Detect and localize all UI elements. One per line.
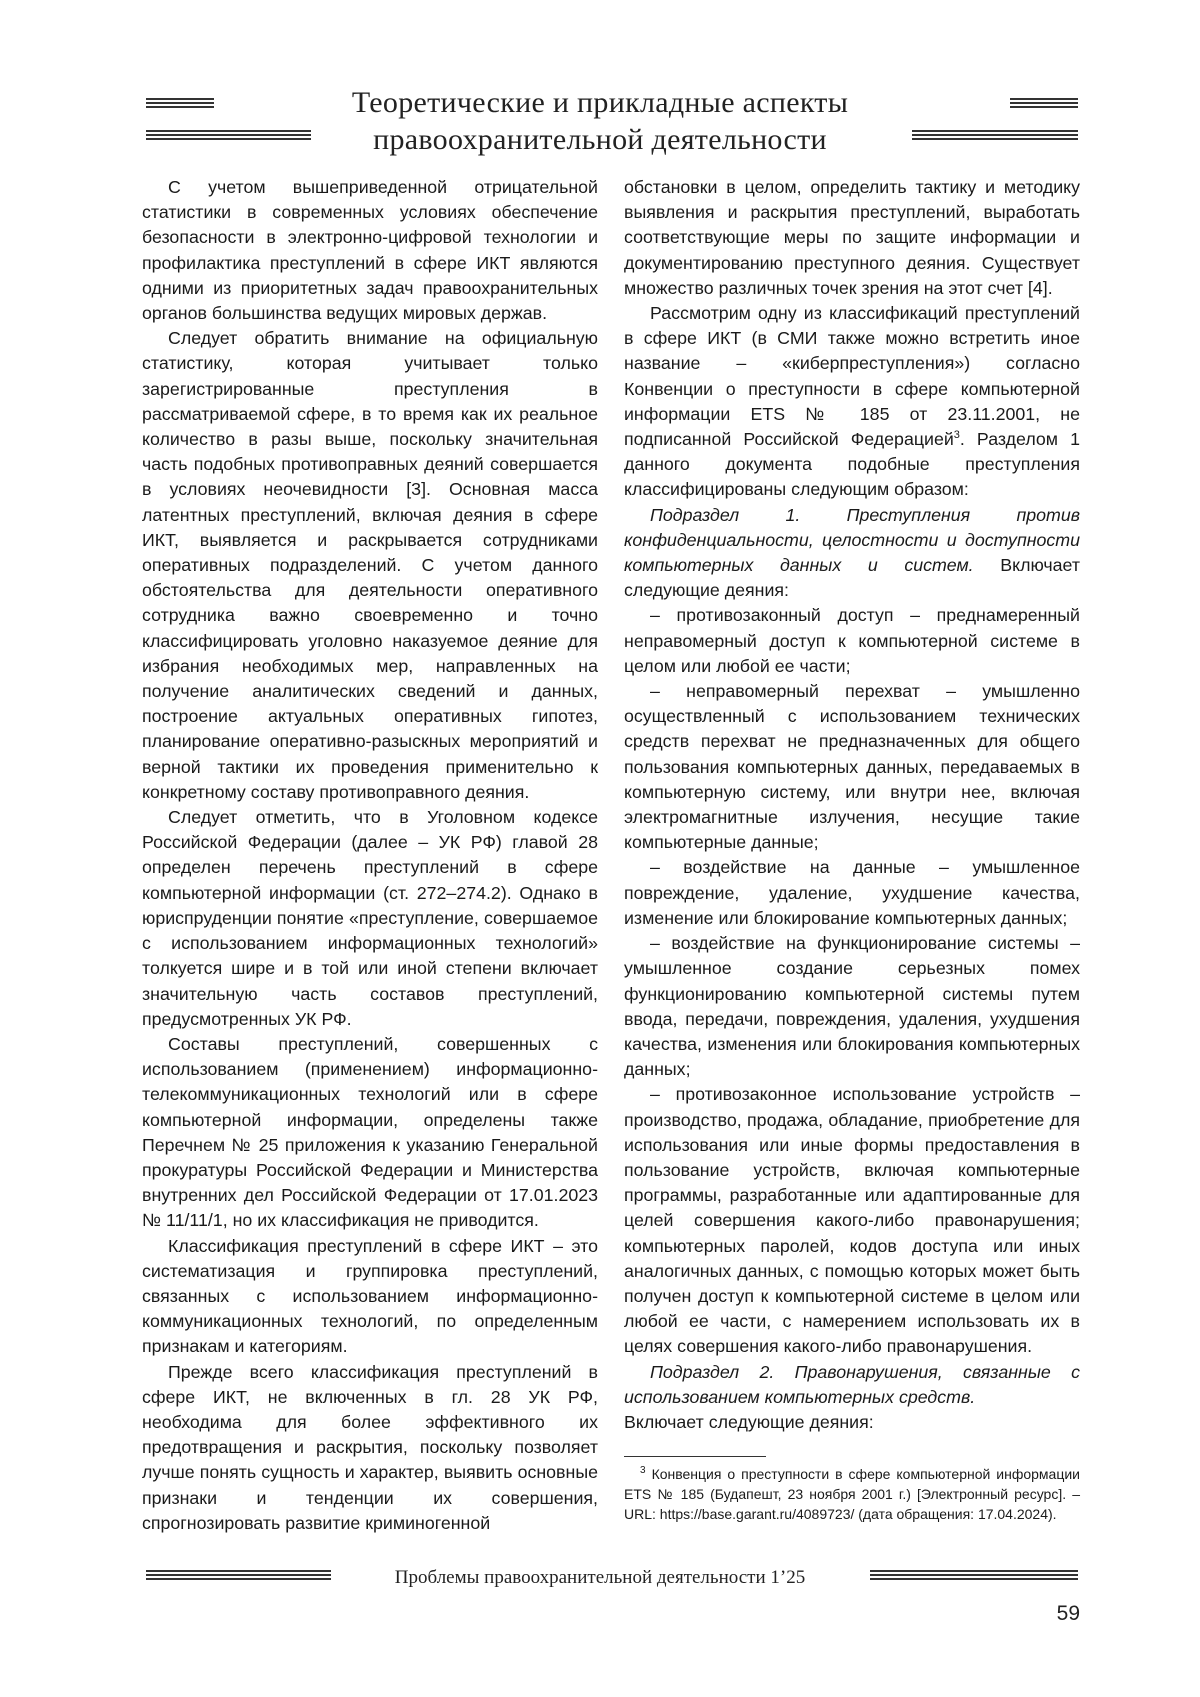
list-item: – воздействие на данные – умышленное повреждение, удаление, ухудшение качества, изменение или блокирование компьютерных данных; [624,857,1080,928]
list-item: – воздействие на функционирование системы – умышленное создание серьезных помех функционированию компьютерной системы путем ввода, передачи, повреждения, удаления, ухудшения качества, изменения или блокирования компьютерных данных; [624,933,1080,1080]
right-column [624,175,1080,1435]
section-header-line1: Теоретические и прикладные аспекты [351,86,849,119]
paragraph: Классификация преступлений в сфере ИКТ – это систематизация и группировка преступлений, связанных с использованием информационно-коммуникационных технологий, по определенным признакам и категориям. [142,1235,598,1357]
header-rule-right-lower [912,130,1078,141]
subsection-heading: Подраздел 2. Правонарушения, связанные с использованием компьютерных средств. [624,1361,1080,1407]
footnote [624,1464,1080,1524]
paragraph: Следует отметить, что в Уголовном кодексе Российской Федерации (далее – УК РФ) главой 28 определен перечень преступлений в сфере компьютерной информации (ст. 272–274.2). Однако в юриспруденции понятие «преступление, совершаемое с использованием информационных технологий» толкуется шире и в той или иной степени включает значительную часть составов преступлений, предусмотренных УК РФ. [142,807,598,1029]
footnote-ref: 3 [953,429,960,442]
footer-rule-left [146,1570,331,1581]
paragraph-text: Рассмотрим одну из классификаций преступлений в сфере ИКТ (в СМИ также можно встретить иное название – «киберпреступления») согласно Конвенции о преступности в сфере компьютерной информации ETS № 185 от 23.11.2001, не подписанной Российской Федерацией [624,303,1080,450]
paragraph: Составы преступлений, совершенных с использованием (применением) информационно-телекоммуникационных технологий или в сфере компьютерной информации, определены также Перечнем № 25 приложения к указанию Генеральной прокуратуры Российской Федерации и Министерства внутренних дел Российской Федерации от 17.01.2023 № 11/11/1, но их классификация не приводится. [142,1033,598,1231]
journal-title: Проблемы правоохранительной деятельности 1’25 [394,1567,806,1588]
footnote-text: Конвенция о преступности в сфере компьютерной информации ETS № 185 (Будапешт, 23 ноября 2001 г.) [Электронный ресурс]. – URL: https://base.garant.ru/4089723/ (дата обращения: 17.04.2024). [624,1466,1080,1522]
section-header [300,84,900,158]
page-number: 59 [1056,1602,1080,1625]
footnote-divider [624,1456,766,1457]
subsection-heading: Подраздел 1. Преступления против конфиденциальности, целостности и доступности компьютерных данных и систем. [624,504,1080,576]
footer-rule-right [870,1570,1078,1581]
paragraph: обстановки в целом, определить тактику и методику выявления и раскрытия преступлений, выработать соответствующие меры по защите информации и документированию преступного деяния. Существует множество различных точек зрения на этот счет [4]. [624,177,1080,298]
header-rule-left-upper [146,98,214,109]
footnote-number: 3 [640,1465,646,1477]
paragraph-text: . Разделом 1 данного документа подобные преступления классифицированы следующим образом: [624,429,1080,500]
header-rule-right-upper [1010,98,1078,109]
list-item: – неправомерный перехват – умышленно осуществленный с использованием технических средств перехват не предназначенных для общего пользования компьютерных данных, передаваемых в компьютерную систему, или внутри нее, включая электромагнитные излучения, несущие такие компьютерные данные; [624,681,1080,853]
section-header-line2: правоохранительной деятельности [373,123,827,156]
paragraph: Следует обратить внимание на официальную статистику, которая учитывает только зарегистрированные преступления в рассматриваемой сфере, в то время как их реальное количество в разы выше, поскольку значительная часть подобных противоправных деяний совершается в условиях неочевидности [3]. Основная масса латентных преступлений, включая деяния в сфере ИКТ, выявляется и раскрывается сотрудниками оперативных подразделений. С учетом данного обстоятельства для деятельности оперативного сотрудника важно своевременно и точно классифицировать уголовно наказуемое деяние для избрания необходимых мер, направленных на получение аналитических сведений и данных, построение актуальных оперативных гипотез, планирование оперативно-разыскных мероприятий и верной тактики их проведения применительно к конкретному составу противоправного деяния. [142,328,598,802]
subsection-paragraph [624,503,1080,604]
subsection-paragraph [624,1360,1080,1410]
paragraph: С учетом вышеприведенной отрицательной статистики в современных условиях обеспечение безопасности в электронно-цифровой технологии и профилактика преступлений в сфере ИКТ являются одними из приоритетных задач правоохранительных органов большинства ведущих мировых держав. [142,177,598,324]
list-item: – противозаконное использование устройств – производство, продажа, обладание, приобретение для использования или иные формы предоставления в пользование устройств, включая компьютерные программы, разработанные или адаптированные для целей совершения какого-либо правонарушения; компьютерных паролей, кодов доступа или иных аналогичных данных, с помощью которых может быть получен доступ к компьютерной системе в целом или любой ее части, с намерением использовать их в целях совершения какого-либо правонарушения. [624,1084,1080,1357]
left-column [142,175,598,1536]
paragraph [624,301,1080,503]
header-rule-left-lower [146,130,311,141]
list-item: – противозаконный доступ – преднамеренный неправомерный доступ к компьютерной системе в целом или любой ее части; [624,605,1080,676]
paragraph-text: Включает следующие деяния: [624,555,1080,601]
paragraph: Включает следующие деяния: [624,1411,874,1432]
paragraph: Прежде всего классификация преступлений в сфере ИКТ, не включенных в гл. 28 УК РФ, необходима для более эффективного их предотвращения и раскрытия, поскольку позволяет лучше понять сущность и характер, выявить основные признаки и тенденции их совершения, спрогнозировать развитие криминогенной [142,1361,598,1533]
